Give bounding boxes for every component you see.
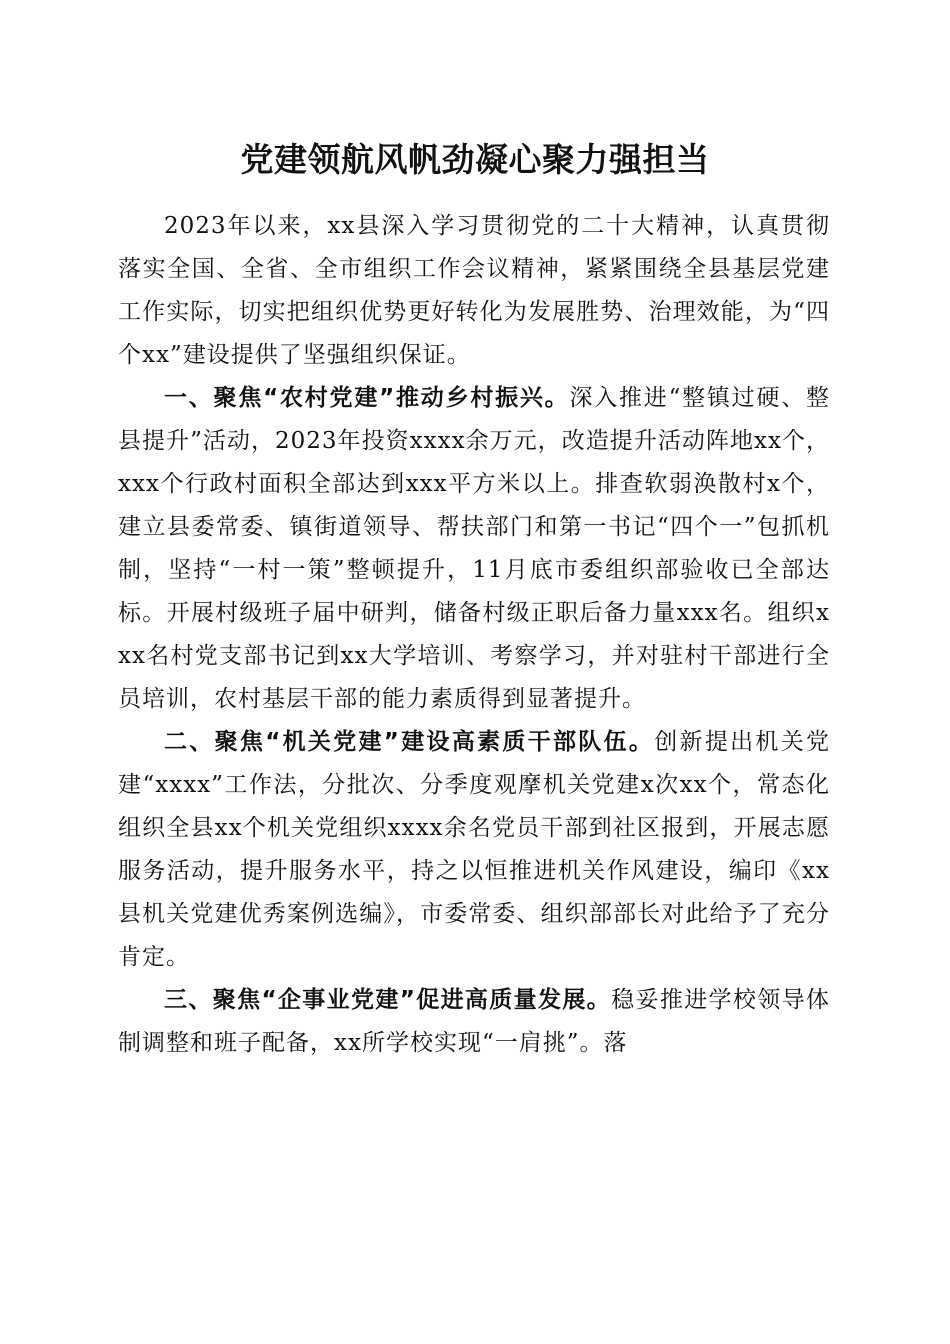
section-heading: 二、聚焦“机关党建”建设高素质干部队伍。: [164, 729, 655, 755]
intro-paragraph: [118, 205, 830, 377]
section-paragraph-organs: [118, 721, 830, 979]
section-paragraph-enterprise: [118, 979, 830, 1065]
section-heading: 一、聚焦“农村党建”推动乡村振兴。: [164, 385, 570, 411]
paragraph-text: 创新提出机关党建“xxxx”工作法，分批次、分季度观摩机关党建x次xx个，常态化组织全县xx个机关党组织xxxx余名党员干部到社区报到，开展志愿服务活动，提升服务水平，持之以恒推进机关作风建设，编印《xx县机关党建优秀案例选编》，市委常委、组织部部长对此给予了充分肯定。: [118, 729, 831, 970]
section-paragraph-rural: [118, 377, 830, 721]
section-heading: 三、聚焦“企事业党建”促进高质量发展。: [164, 987, 612, 1013]
paragraph-text: 2023年以来，xx县深入学习贯彻党的二十大精神，认真贯彻落实全国、全省、全市组织工作会议精神，紧紧围绕全县基层党建工作实际，切实把组织优势更好转化为发展胜势、治理效能，为“四个xx”建设提供了坚强组织保证。: [118, 213, 830, 368]
document-title: 党建领航风帆劲凝心聚力强担当: [240, 140, 710, 179]
paragraph-text: 稳妥推进学校领导体制调整和班子配备，xx所学校实现“一肩挑”。落: [118, 987, 831, 1056]
document-body: [118, 205, 830, 1065]
paragraph-text: 深入推进“整镇过硬、整县提升”活动，2023年投资xxxx余万元，改造提升活动阵地xx个，xxx个行政村面积全部达到xxx平方米以上。排查软弱涣散村x个，建立县委常委、镇街道领导、帮扶部门和第一书记“四个一”包抓机制，坚持“一村一策”整顿提升，11月底市委组织部验收已全部达标。开展村级班子届中研判，储备村级正职后备力量xxx名。组织xxx名村党支部书记到xx大学培训、考察学习，并对驻村干部进行全员培训，农村基层干部的能力素质得到显著提升。: [118, 385, 831, 712]
